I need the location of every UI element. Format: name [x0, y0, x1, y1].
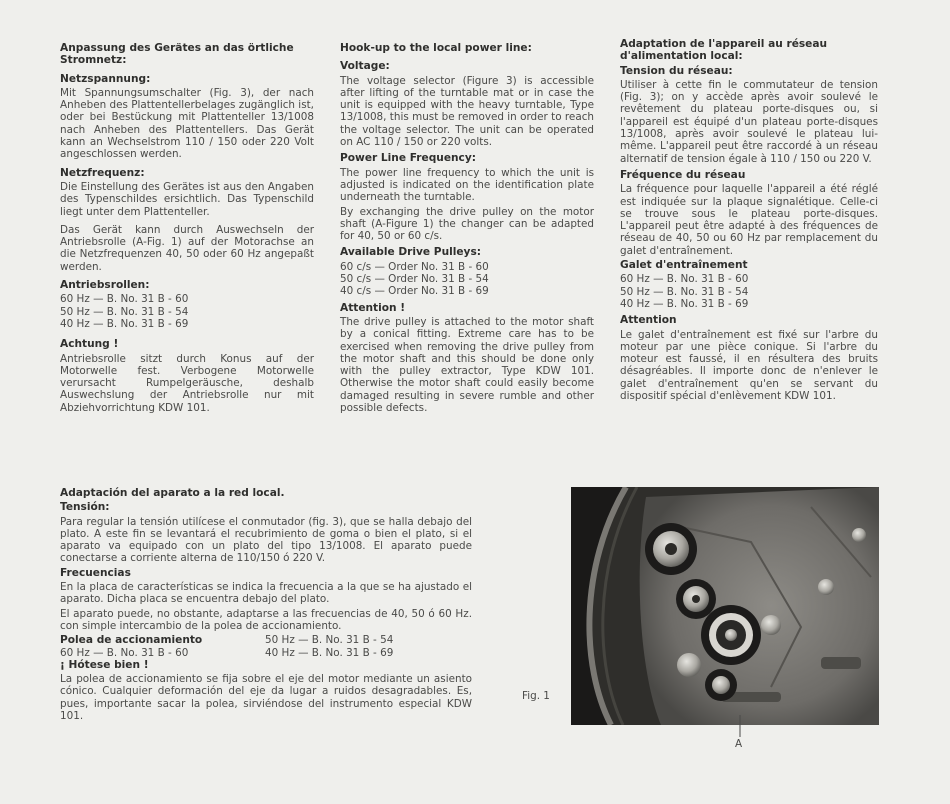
german-pulley-list [60, 293, 314, 330]
figure-pointer-label: A [735, 738, 743, 750]
english-attention-text: The drive pulley is attached to the motor shaft by a conical fitting. Extreme care has to be exercised when removing the drive pulley from the motor shaft and this should be done only with the pulley extractor, Type KDW 101. Otherwise the motor shaft could easily become damaged resulting in severe rumble and other possible defects. [340, 315, 594, 415]
french-frequency-heading: Fréquence du réseau [620, 168, 746, 181]
list-item: 50 Hz — B. No. 31 B - 54 [620, 285, 749, 298]
spanish-frequency-text-1: En la placa de características se indica la frecuencia a la que se ha ajustado el aparato. Dicha placa se encuentra debajo del plato. [60, 581, 472, 606]
english-pulleys-heading: Available Drive Pulleys: [340, 246, 482, 259]
english-voltage-heading: Voltage: [340, 60, 390, 73]
german-voltage-text: Mit Spannungsumschalter (Fig. 3), der nach Anheben des Plattentellerbelages zugänglich ist, oder bei Bestückung mit Plattenteller 13/1008 nach Anheben des Plattentellers. Das Gerät kann an Wechselstrom 110 / 150 oder 220 Volt angeschlossen werden. [60, 86, 314, 161]
list-item: 50 Hz — B. No. 31 B - 54 [265, 634, 394, 647]
french-attention-heading: Attention [620, 314, 677, 327]
list-item: 40 Hz — B. No. 31 B - 69 [60, 317, 189, 330]
list-item: 40 c/s — Order No. 31 B - 69 [340, 285, 489, 298]
german-voltage-heading: Netzspannung: [60, 72, 151, 85]
english-attention-heading: Attention ! [340, 301, 406, 314]
english-frequency-text-1: The power line frequency to which the unit is adjusted is indicated on the identification plate underneath the turntable. [340, 166, 594, 204]
spanish-title: Adaptación del aparato a la red local. [60, 487, 285, 499]
german-frequency-text-1: Die Einstellung des Gerätes ist aus den Angaben des Typenschildes ersichtlich. Das Typenschild liegt unter dem Plattenteller. [60, 180, 314, 218]
french-voltage-text: Utiliser à cette fin le commutateur de tension (Fig. 3); on y accède après avoir soulevé le revêtement du plateau porte-disques ou, si l'appareil est équipé d'un plateau porte-disques 13/1008, après avoir soulevé le plateau lui-même. L'appareil peut être raccordé à un réseau alternatif de tension égale à 110 / 150 ou 220 V. [620, 78, 878, 165]
english-frequency-text-2: By exchanging the drive pulley on the motor shaft (A-Figure 1) the changer can be adapted for 40, 50 or 60 c/s. [340, 205, 594, 243]
list-item: 40 Hz — B. No. 31 B - 69 [620, 297, 749, 310]
list-item: 60 Hz — B. No. 31 B - 60 [60, 646, 189, 659]
english-pulley-list [340, 261, 594, 298]
spanish-voltage-heading: Tensión: [60, 501, 110, 514]
spanish-voltage-text: Para regular la tensión utilícese el conmutador (fig. 3), que se halla debajo del plato. A este fin se levantará el recubrimiento de goma o bien el plato, si el aparato va equipado con un plato del tipo 13/1008. El aparato puede conectarse a corriente alterna de 110/150 ó 220 V. [60, 515, 472, 565]
french-title: Adaptation de l'appareil au réseau d'alimentation local: [620, 38, 828, 63]
german-title: Anpassung des Gerätes an das örtliche Stromnetz: [60, 42, 294, 67]
spanish-pulley-table [60, 634, 472, 659]
spanish-pulleys-heading: Polea de accionamiento [60, 634, 203, 647]
spanish-frequency-text-2: El aparato puede, no obstante, adaptarse a las frecuencias de 40, 50 ó 60 Hz. con simple intercambio de la polea de accionamiento. [60, 607, 472, 632]
german-attention-heading: Achtung ! [60, 338, 119, 351]
spanish-frequency-heading: Frecuencias [60, 566, 131, 579]
english-voltage-text: The voltage selector (Figure 3) is accessible after lifting of the turntable mat or in case the unit is equipped with the heavy turntable, Type 13/1008, this must be removed in order to reach the voltage selector. The unit can be operated on AC 110 / 150 or 220 volts. [340, 74, 594, 149]
list-item: 50 c/s — Order No. 31 B - 54 [340, 273, 489, 286]
english-frequency-heading: Power Line Frequency: [340, 152, 476, 165]
mechanism-illustration [571, 487, 879, 725]
french-voltage-heading: Tension du réseau: [620, 64, 733, 77]
spanish-attention-text: La polea de accionamiento se fija sobre el eje del motor mediante un asiento cónico. Cualquier deformación del eje da lugar a ruidos desagradables. Es, pues, importante sacar la polea, sirviéndose del instrumento especial KDW 101. [60, 673, 472, 723]
figure-caption: Fig. 1 [522, 690, 550, 702]
english-title: Hook-up to the local power line: [340, 42, 532, 54]
mechanism-photo [571, 487, 879, 725]
french-column [620, 38, 878, 408]
french-pulley-list [620, 273, 878, 310]
spanish-section [60, 487, 472, 728]
list-item: 50 Hz — B. No. 31 B - 54 [60, 305, 189, 318]
english-column [340, 42, 594, 420]
german-frequency-text-2: Das Gerät kann durch Auswechseln der Antriebsrolle (A-Fig. 1) auf der Motorachse an die Netzfrequenzen 40, 50 oder 60 Hz angepaßt werden. [60, 223, 314, 273]
list-item: 60 Hz — B. No. 31 B - 60 [620, 273, 749, 286]
german-attention-text: Antriebsrolle sitzt durch Konus auf der Motorwelle fest. Verbogene Motorwelle verursacht Rumpelgeräusche, deshalb Auswechslung der Antriebsrolle nur mit Abziehvorrichtung KDW 101. [60, 352, 314, 414]
german-pulleys-heading: Antriebsrollen: [60, 279, 150, 292]
list-item: 40 Hz — B. No. 31 B - 69 [265, 646, 394, 659]
french-frequency-text: La fréquence pour laquelle l'appareil a été réglé est indiquée sur la plaque signalétique. Celle-ci se trouve sous le plateau porte-disques. L'appareil peut être adapté à des fréquences de réseau de 40, 50 ou 60 Hz par remplacement du galet d'entraînement. [620, 183, 878, 257]
spanish-attention-heading: ¡ Hótese bien ! [60, 658, 149, 671]
french-attention-text: Le galet d'entraînement est fixé sur l'arbre du moteur par une pièce conique. Si l'arbre du moteur est faussé, il en résultera des bruits désagréables. Il importe donc de n'enlever le galet d'entraînement qu'en se servant du dispositif spécial d'enlèvement KDW 101. [620, 328, 878, 403]
german-column [60, 42, 314, 420]
list-item: 60 Hz — B. No. 31 B - 60 [60, 293, 189, 306]
pointer-line [735, 715, 745, 739]
list-item: 60 c/s — Order No. 31 B - 60 [340, 260, 489, 273]
french-pulleys-heading: Galet d'entraînement [620, 259, 748, 272]
german-frequency-heading: Netzfrequenz: [60, 166, 145, 179]
